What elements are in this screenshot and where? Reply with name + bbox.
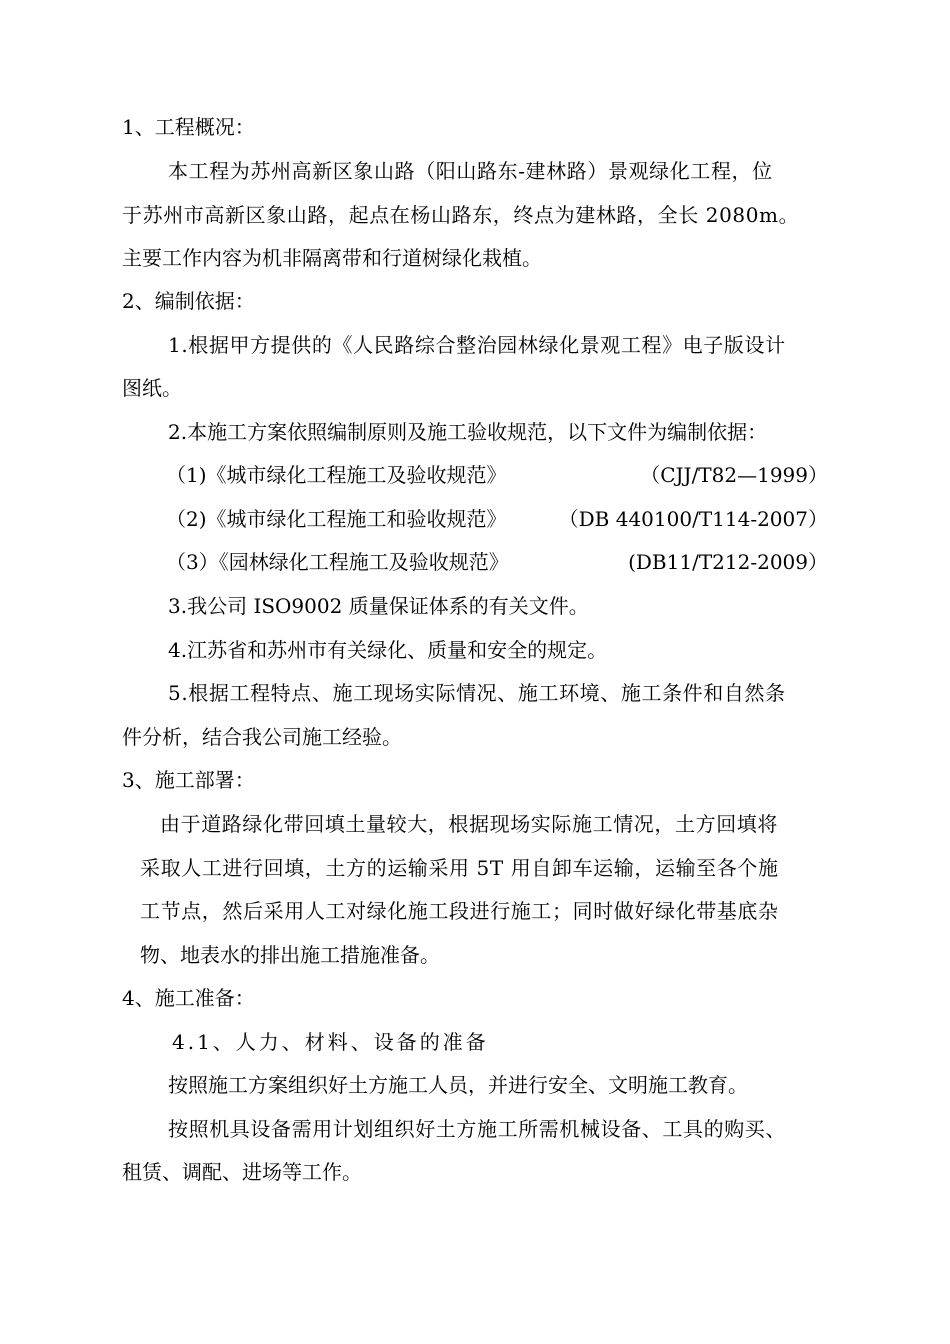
section-3-paragraph-line-4: 物、地表水的排出施工措施准备。 (140, 943, 440, 967)
section-1-paragraph-line-1: 本工程为苏州高新区象山路（阳山路东-建林路）景观绿化工程，位 (168, 159, 773, 183)
basis-item-4: 4.江苏省和苏州市有关绿化、质量和安全的规定。 (168, 638, 608, 662)
reference-2-code: （DB 440100/T114-2007） (558, 507, 828, 531)
reference-1-title: （1)《城市绿化工程施工及验收规范》 (166, 463, 507, 487)
reference-1-code: （CJJ/T82—1999） (640, 463, 828, 487)
basis-item-2: 2.本施工方案依照编制原则及施工验收规范，以下文件为编制依据： (168, 420, 768, 444)
basis-item-1-line-2: 图纸。 (122, 376, 182, 400)
reference-3-title: （3）《园林绿化工程施工及验收规范》 (166, 550, 509, 574)
section-1-paragraph-line-2: 于苏州市高新区象山路，起点在杨山路东，终点为建林路，全长 2080m。 (122, 203, 800, 227)
section-4-paragraph-1: 按照施工方案组织好土方施工人员，并进行安全、文明施工教育。 (168, 1073, 748, 1097)
section-3-paragraph-line-1: 由于道路绿化带回填土量较大，根据现场实际施工情况，土方回填将 (160, 812, 778, 836)
basis-item-3: 3.我公司 ISO9002 质量保证体系的有关文件。 (168, 594, 589, 618)
section-4-paragraph-2-line-1: 按照机具设备需用计划组织好土方施工所需机械设备、工具的购买、 (168, 1117, 786, 1141)
section-3-paragraph-line-2: 采取人工进行回填，土方的运输采用 5T 用自卸车运输，运输至各个施 (140, 856, 779, 880)
basis-item-5-line-2: 件分析，结合我公司施工经验。 (122, 725, 402, 749)
section-4-heading: 4、施工准备： (122, 986, 255, 1010)
section-3-paragraph-line-3: 工节点，然后采用人工对绿化施工段进行施工；同时做好绿化带基底杂 (140, 899, 779, 923)
basis-item-5-line-1: 5.根据工程特点、施工现场实际情况、施工环境、施工条件和自然条 (168, 681, 786, 705)
basis-item-1-line-1: 1.根据甲方提供的《人民路综合整治园林绿化景观工程》电子版设计 (168, 333, 786, 357)
section-4-1-subheading: 4.1、人力、材料、设备的准备 (172, 1030, 489, 1054)
section-4-paragraph-2-line-2: 租赁、调配、进场等工作。 (122, 1160, 362, 1184)
section-2-heading: 2、编制依据： (122, 289, 255, 313)
section-1-paragraph-line-3: 主要工作内容为机非隔离带和行道树绿化栽植。 (122, 246, 542, 270)
reference-2-title: （2)《城市绿化工程施工和验收规范》 (166, 507, 507, 531)
section-1-heading: 1、工程概况： (122, 115, 255, 139)
reference-3-code: (DB11/T212-2009） (628, 550, 828, 574)
section-3-heading: 3、施工部署： (122, 768, 255, 792)
